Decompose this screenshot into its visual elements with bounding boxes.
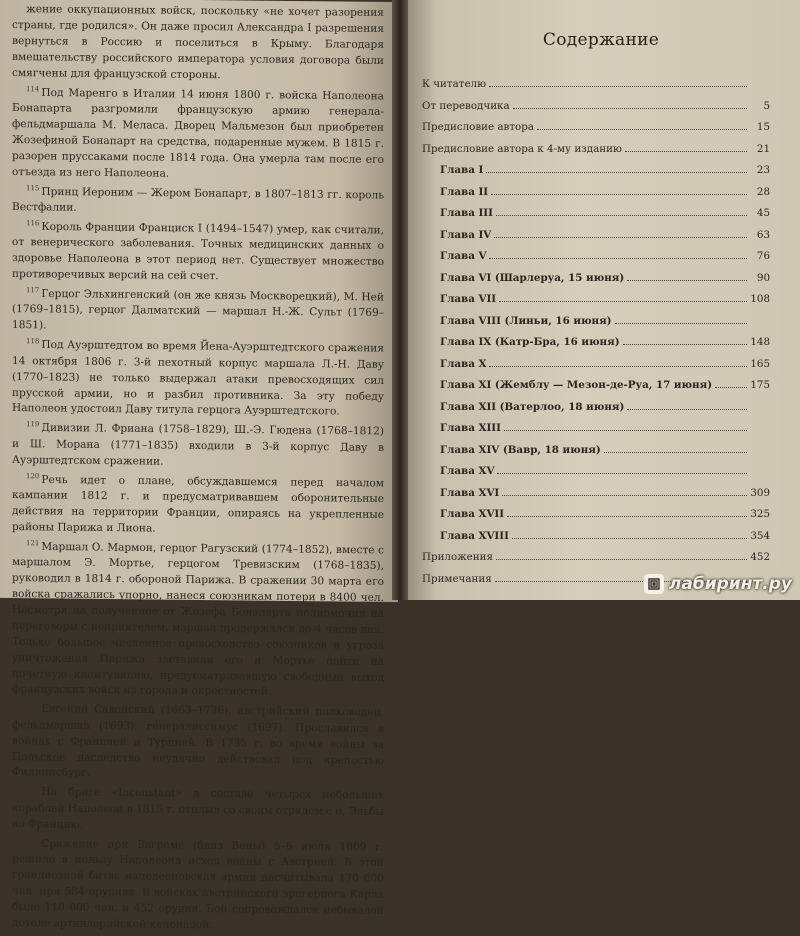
toc-dot-leader — [715, 387, 747, 388]
toc-entry — [422, 379, 770, 401]
watermark-text: лабиринт.ру — [668, 574, 792, 594]
toc-entry-label: Глава I — [440, 164, 484, 176]
toc-entry — [422, 315, 770, 337]
toc-entry — [422, 78, 770, 100]
toc-entry-page: 21 — [756, 142, 770, 155]
toc-entry-label: Глава VI (Шарлеруа, 15 июня) — [440, 271, 625, 284]
toc-entry-label: Глава IV — [440, 228, 492, 241]
note-item — [12, 536, 384, 702]
toc-entry-page: 354 — [750, 529, 770, 542]
toc-entry — [422, 186, 770, 208]
toc-entry — [422, 164, 770, 186]
toc-entry-label: Глава II — [440, 185, 489, 198]
toc-entry-page: 325 — [750, 508, 770, 520]
toc-entry-label: От переводчика — [422, 99, 510, 112]
note-number: 120 — [26, 471, 40, 480]
note-number: 118 — [26, 337, 40, 346]
toc-entry-label: Глава XI (Жемблу — Мезон-де-Руа, 17 июня) — [440, 379, 713, 391]
note-number: 123 — [26, 784, 40, 793]
toc-entry — [422, 207, 770, 229]
watermark — [644, 574, 792, 594]
toc-dot-leader — [615, 323, 747, 324]
toc-entry — [422, 229, 770, 251]
toc-entry — [422, 121, 770, 143]
toc-entry-page: 309 — [750, 486, 770, 499]
notes-page — [0, 0, 398, 931]
note-text: Под Маренго в Италии 14 июня 1800 г. войска Наполеона Бонапарта разгромили французскую армию генерала-фельдмаршала М. Меласа. Дворец Мальмезон был приобретен Жозефиной Бонапарт на средства, подаренные мужем. В 1815 г. разорен пруссаками после 1814 года. Она умерла там после его отъезда из него Наполеона. — [12, 86, 384, 180]
toc-entry — [422, 293, 770, 315]
note-number: 116 — [26, 219, 40, 228]
toc-entry-label: Глава XV — [440, 465, 495, 477]
toc-entry-label: Примечания — [422, 572, 492, 585]
toc-entry-page: 108 — [750, 293, 770, 305]
contents-title: Содержание — [542, 30, 660, 50]
note-item — [12, 181, 384, 220]
toc-dot-leader — [496, 559, 747, 560]
book-gutter — [392, 0, 408, 600]
toc-entry-page: 28 — [756, 185, 770, 198]
toc-dot-leader — [499, 301, 747, 302]
toc-entry-label: Глава VIII (Линьи, 16 июня) — [440, 314, 612, 327]
toc-entry-label: Глава XVIII — [440, 529, 509, 542]
toc-dot-leader — [491, 194, 747, 195]
toc-entry — [422, 272, 770, 294]
note-text: Маршал О. Мармон, герцог Рагузский (1774–1852), вместе с маршалом Э. Мортье, герцогом Тревизским (1768–1835), руководил в 1814 г. обороной Парижа. В сражении 30 марта его войска сражались упорно, нанеся союзникам потери в 8400 чел. Несмотря на полученное от Жозефа Бонапарта полномочия на переговоры с неприятелем, маршал продержался до 4 часов дня. Только большое численное превосходство союзников и угроза уничтожения Парижа заставили его и Мортье пойти на почетную капитуляцию, предусматривавшую свободный выход французских войск из города и окрестностей. — [12, 540, 384, 699]
toc-entry — [422, 487, 770, 509]
toc-entry-label: Глава X — [440, 357, 487, 370]
note-text: Сражение при Ваграме (близ Вены) 5–6 июля 1809 г. решило в пользу Наполеона исход войны с Австрией. В этой грандиозной битве наполеоновская армия насчитывала 170 000 чел. при 584 орудиях. В войсках австрийского эрцгерцога Карла было 110 000 чел. и 452 орудия. Бой сопровождался небывалой дотоле артиллерийской канонадой. — [12, 837, 384, 931]
note-item — [12, 283, 384, 338]
notes-list — [12, 2, 384, 935]
toc-entry-label: К читателю — [422, 78, 487, 90]
note-text: Герцог Эльхингенский (он же князь Москворецкий), М. Ней (1769–1815), герцог Далматский — маршал Н.-Ж. Сульт (1769–1851). — [12, 287, 384, 332]
note-text: Дивизии Л. Фриана (1758–1829), Ш.-Э. Гюдена (1768–1812) и Ш. Морана (1771–1835) входили в 3-й корпус Даву в Ауэрштедтском сражении. — [12, 422, 384, 468]
toc-entry-page: 452 — [750, 551, 770, 563]
note-number: 115 — [26, 183, 40, 192]
toc-entry — [422, 250, 770, 272]
toc-entry — [422, 465, 770, 487]
note-text: Под Ауэрштедтом во время Йена-Ауэрштедтского сражения 14 октября 1806 г. 3-й пехотный корпус маршала Л.-Н. Даву (1770–1823) не только выдержал атаки превосходящих сил прусской армии, но и разбил противника. За эту победу Наполеон удостоил Даву титула герцога Ауэрштедтского. — [12, 339, 384, 418]
toc-entry-label: Глава V — [440, 250, 487, 262]
note-item — [12, 698, 384, 785]
note-text: Евгений Савойский (1663–1736), австрийский полководец, фельдмаршал (1693), генералиссимус (1697). Прославился в войнах с Францией и Турцией. В 1735 г. во время войны за Польское наследство неудачно действовал под крепостью Филиппсбург. — [12, 703, 384, 780]
toc-entry — [422, 551, 770, 573]
note-text: На бриге «Inconstant» в составе четырех небольших кораблей Наполеон в 1815 г. отплыл со своим отрядом с о. Эльбы во Францию. — [12, 786, 384, 831]
note-number: 117 — [26, 286, 40, 295]
toc-dot-leader — [489, 258, 747, 259]
toc-entry-label: Глава XIII — [440, 422, 501, 434]
toc-entry-page: 148 — [750, 336, 770, 348]
toc-entry-page: 15 — [756, 121, 770, 133]
note-item — [12, 334, 384, 421]
note-text: Принц Иероним — Жером Бонапарт, в 1807–1813 гг. король Вестфалии. — [12, 185, 384, 214]
note-item — [12, 216, 384, 287]
toc-entry-label: Глава IX (Катр-Бра, 16 июня) — [440, 336, 620, 348]
note-text: Речь идет о плане, обсуждавшемся перед началом кампании 1812 г. и предусматривавшем оборонительные действия на территории Франции, опираясь на укрепленные районы Парижа и Лиона. — [12, 473, 384, 535]
toc-dot-leader — [496, 215, 747, 216]
toc-entry-label: Глава XII (Ватерлоо, 18 июня) — [440, 400, 625, 413]
toc-dot-leader — [604, 452, 747, 453]
toc-dot-leader — [513, 108, 747, 109]
toc-entry — [422, 444, 770, 466]
contents-list — [422, 78, 770, 594]
toc-entry — [422, 401, 770, 423]
toc-dot-leader — [504, 430, 747, 431]
toc-dot-leader — [489, 366, 747, 367]
toc-entry-label: Предисловие автора — [422, 121, 534, 133]
note-number: 114 — [26, 84, 40, 93]
toc-entry-label: Глава XVII — [440, 508, 505, 520]
toc-dot-leader — [497, 473, 747, 474]
toc-entry-label: Предисловие автора к 4-му изданию — [422, 142, 622, 155]
toc-entry — [422, 422, 770, 444]
contents-page — [402, 0, 800, 600]
toc-dot-leader — [507, 516, 747, 517]
toc-entry — [422, 358, 770, 380]
toc-dot-leader — [489, 86, 747, 87]
toc-entry-page: 76 — [756, 250, 770, 262]
toc-dot-leader — [627, 409, 747, 410]
note-item — [12, 833, 384, 936]
toc-entry — [422, 530, 770, 552]
toc-dot-leader — [627, 280, 747, 281]
labyrinth-logo-icon — [644, 574, 664, 594]
toc-entry-page: 90 — [756, 271, 770, 284]
note-item — [12, 469, 384, 540]
note-item — [12, 82, 384, 185]
note-number: 119 — [26, 420, 40, 429]
toc-dot-leader — [537, 129, 747, 130]
toc-entry-page: 165 — [750, 357, 770, 370]
toc-entry — [422, 336, 770, 358]
toc-dot-leader — [486, 172, 747, 173]
note-item — [12, 2, 384, 85]
toc-entry-page: 5 — [763, 99, 770, 112]
note-item — [12, 417, 384, 472]
toc-dot-leader — [502, 495, 747, 496]
note-item — [12, 781, 384, 836]
toc-entry-label: Глава VII — [440, 293, 497, 305]
toc-entry-label: Глава XIV (Вавр, 18 июня) — [440, 443, 601, 456]
note-text: Король Франции Франциск I (1494–1547) умер, как считали, от венерического заболевания. Точных медицинских данных о здоровье Наполеона в этот период нет. Существует множество противоречивых версий на сей счет. — [12, 220, 384, 283]
toc-entry — [422, 508, 770, 530]
toc-dot-leader — [494, 237, 747, 238]
note-number: 124 — [26, 835, 40, 844]
toc-entry-label: Глава XVI — [440, 486, 500, 499]
toc-entry-label: Глава III — [440, 207, 493, 219]
note-number: 121 — [26, 538, 40, 548]
toc-entry-page: 63 — [756, 228, 770, 241]
toc-dot-leader — [625, 151, 747, 152]
toc-entry — [422, 100, 770, 122]
note-number: 122 — [26, 701, 40, 710]
toc-dot-leader — [623, 344, 747, 345]
note-text: жение оккупационных войск, поскольку «не хочет разорения страны, где родился». Он даже просил Александра I разрешения вернуться в Россию и поселиться в Крыму. Благодаря вмешательству российского императора условия договора были смягчены для французской стороны. — [12, 3, 384, 81]
toc-dot-leader — [512, 538, 747, 539]
toc-entry — [422, 143, 770, 165]
toc-entry-page: 23 — [756, 164, 770, 176]
toc-entry-label: Приложения — [422, 551, 493, 563]
toc-entry-page: 45 — [756, 207, 770, 219]
toc-entry-page: 175 — [750, 379, 770, 391]
